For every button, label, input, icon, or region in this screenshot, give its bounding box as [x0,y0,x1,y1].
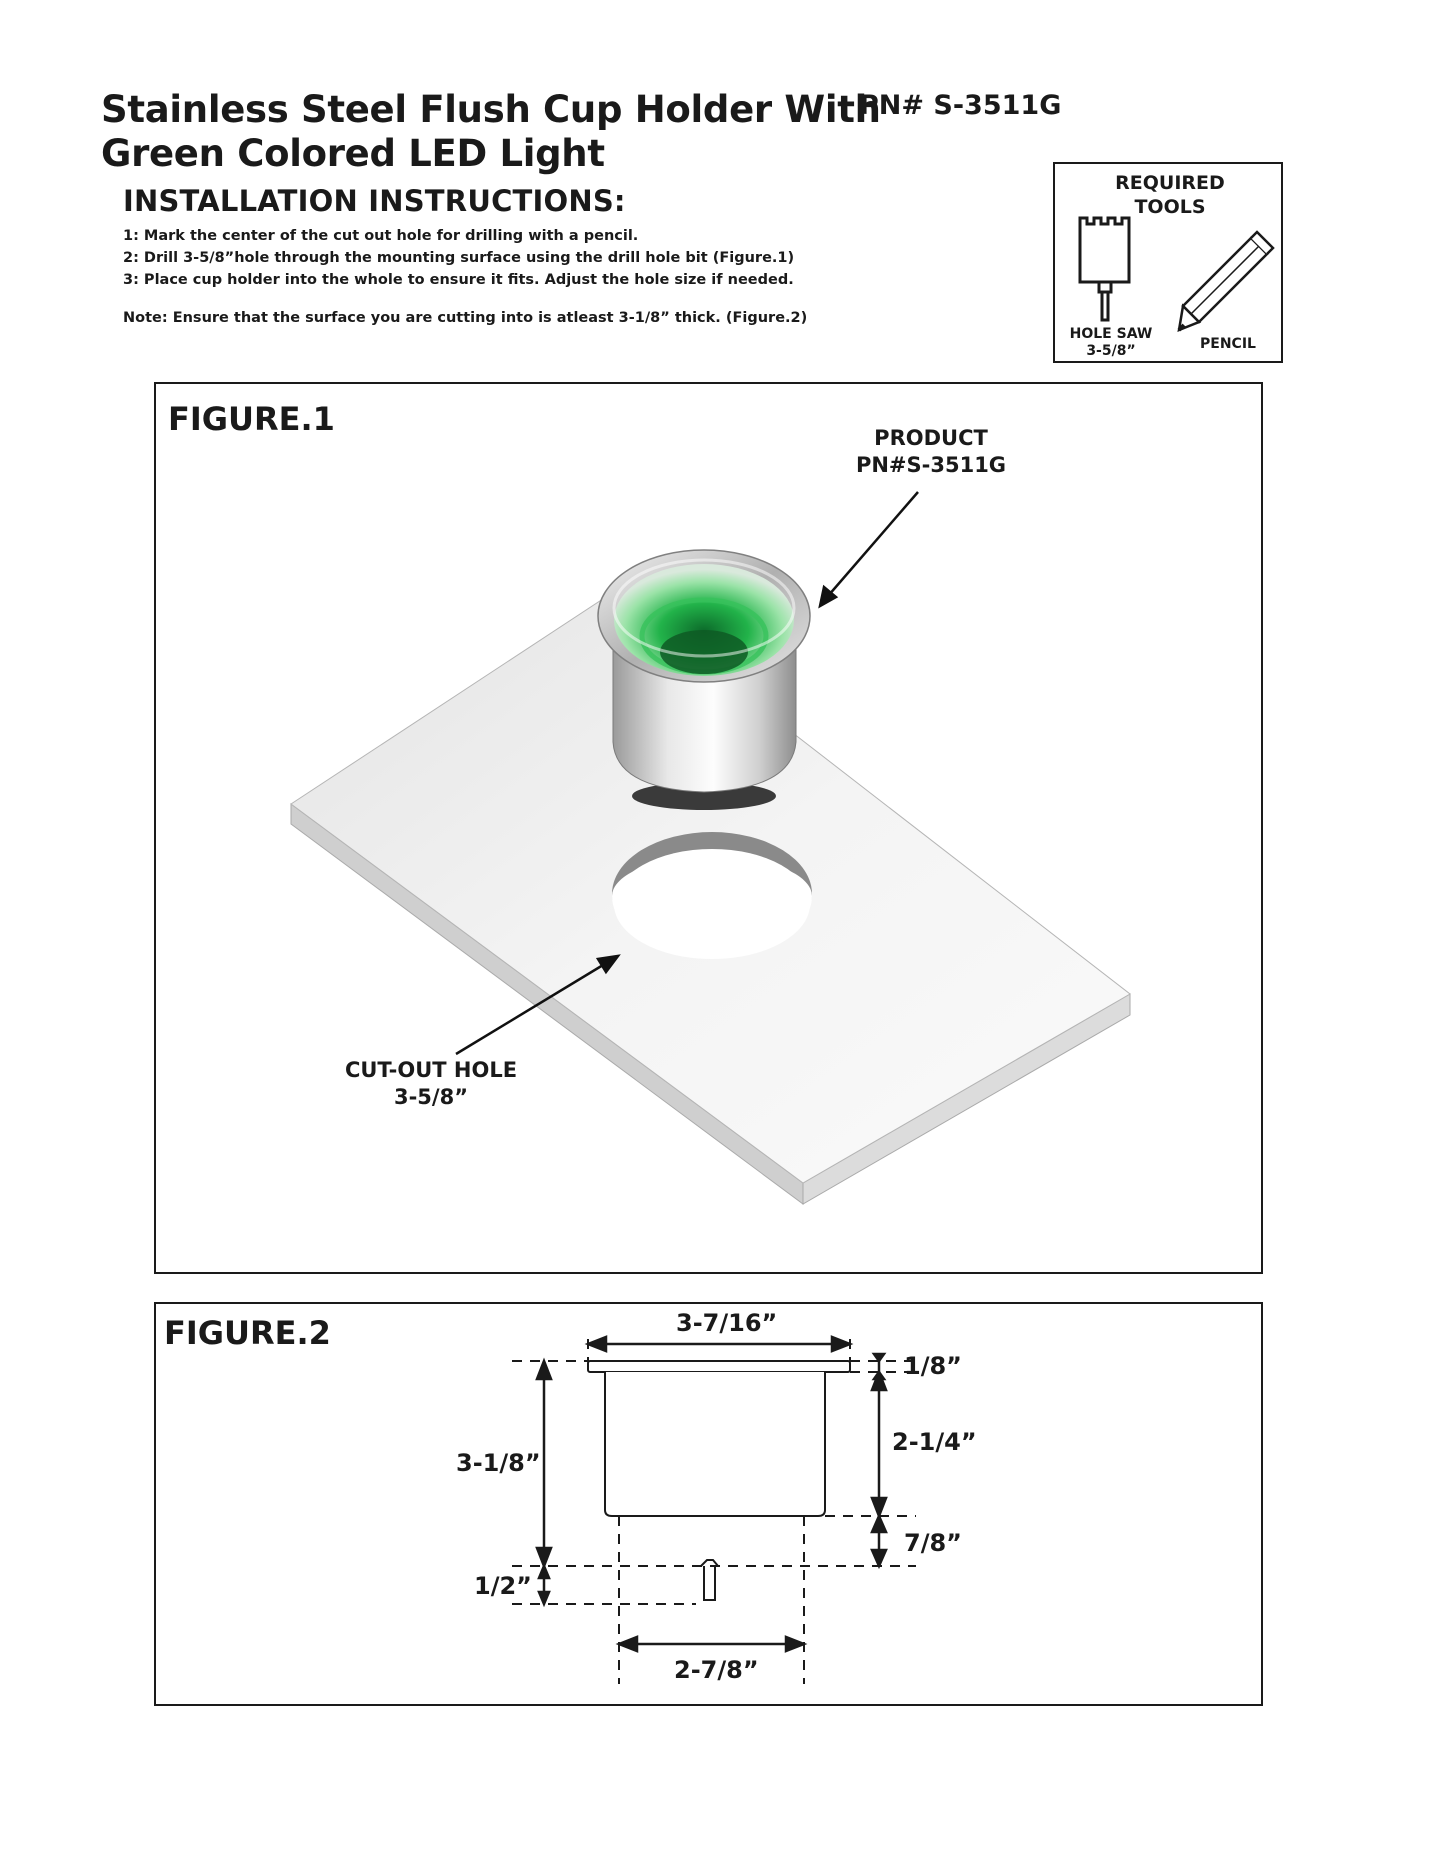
hole-saw-icon [1080,218,1129,320]
figure-2-title: FIGURE.2 [164,1314,331,1352]
figure-1-illustration [156,384,1265,1276]
required-tools-title: REQUIRED TOOLS [1115,172,1225,218]
dim-bottom-width: 2-7/8” [674,1656,759,1684]
pencil-icon [1179,232,1273,330]
cut-out-hole [612,832,812,959]
dim-total-height: 3-1/8” [456,1449,541,1477]
instruction-step-3: 3: Place cup holder into the whole to ensure it fits. Adjust the hole size if needed. [123,272,794,288]
figure-1-title: FIGURE.1 [168,400,335,438]
dim-flange: 1/8” [904,1352,962,1380]
required-tools-box [1053,162,1283,363]
instruction-note: Note: Ensure that the surface you are cutting into is atleast 3-1/8” thick. (Figure.2) [123,310,808,326]
part-number: PN# S-3511G [859,90,1062,121]
figure-1-frame [154,382,1263,1274]
title-line-1: Stainless Steel Flush Cup Holder With [101,88,881,131]
cup-holder-product [598,550,810,810]
product-callout: PRODUCT PN#S-3511G [855,426,1007,477]
dim-lower: 7/8” [904,1529,962,1557]
instruction-step-2: 2: Drill 3-5/8”hole through the mounting surface using the drill hole bit (Figure.1) [123,250,795,266]
hole-saw-label: HOLE SAW 3-5/8” [1069,326,1153,359]
cup-profile [588,1361,850,1600]
instruction-step-1: 1: Mark the center of the cut out hole for drilling with a pencil. [123,228,639,244]
title-line-2: Green Colored LED Light [101,132,605,175]
dim-top-width: 3-7/16” [676,1309,778,1337]
pencil-label: PENCIL [1200,336,1256,352]
dim-body: 2-1/4” [892,1428,977,1456]
dim-bottom-gap: 1/2” [474,1572,532,1600]
figure-2-dimension-drawing [156,1304,1265,1708]
cut-out-hole-callout: CUT-OUT HOLE 3-5/8” [344,1058,518,1109]
document-title [101,88,881,176]
figure-2-frame [154,1302,1263,1706]
instructions-heading: INSTALLATION INSTRUCTIONS: [123,184,626,218]
